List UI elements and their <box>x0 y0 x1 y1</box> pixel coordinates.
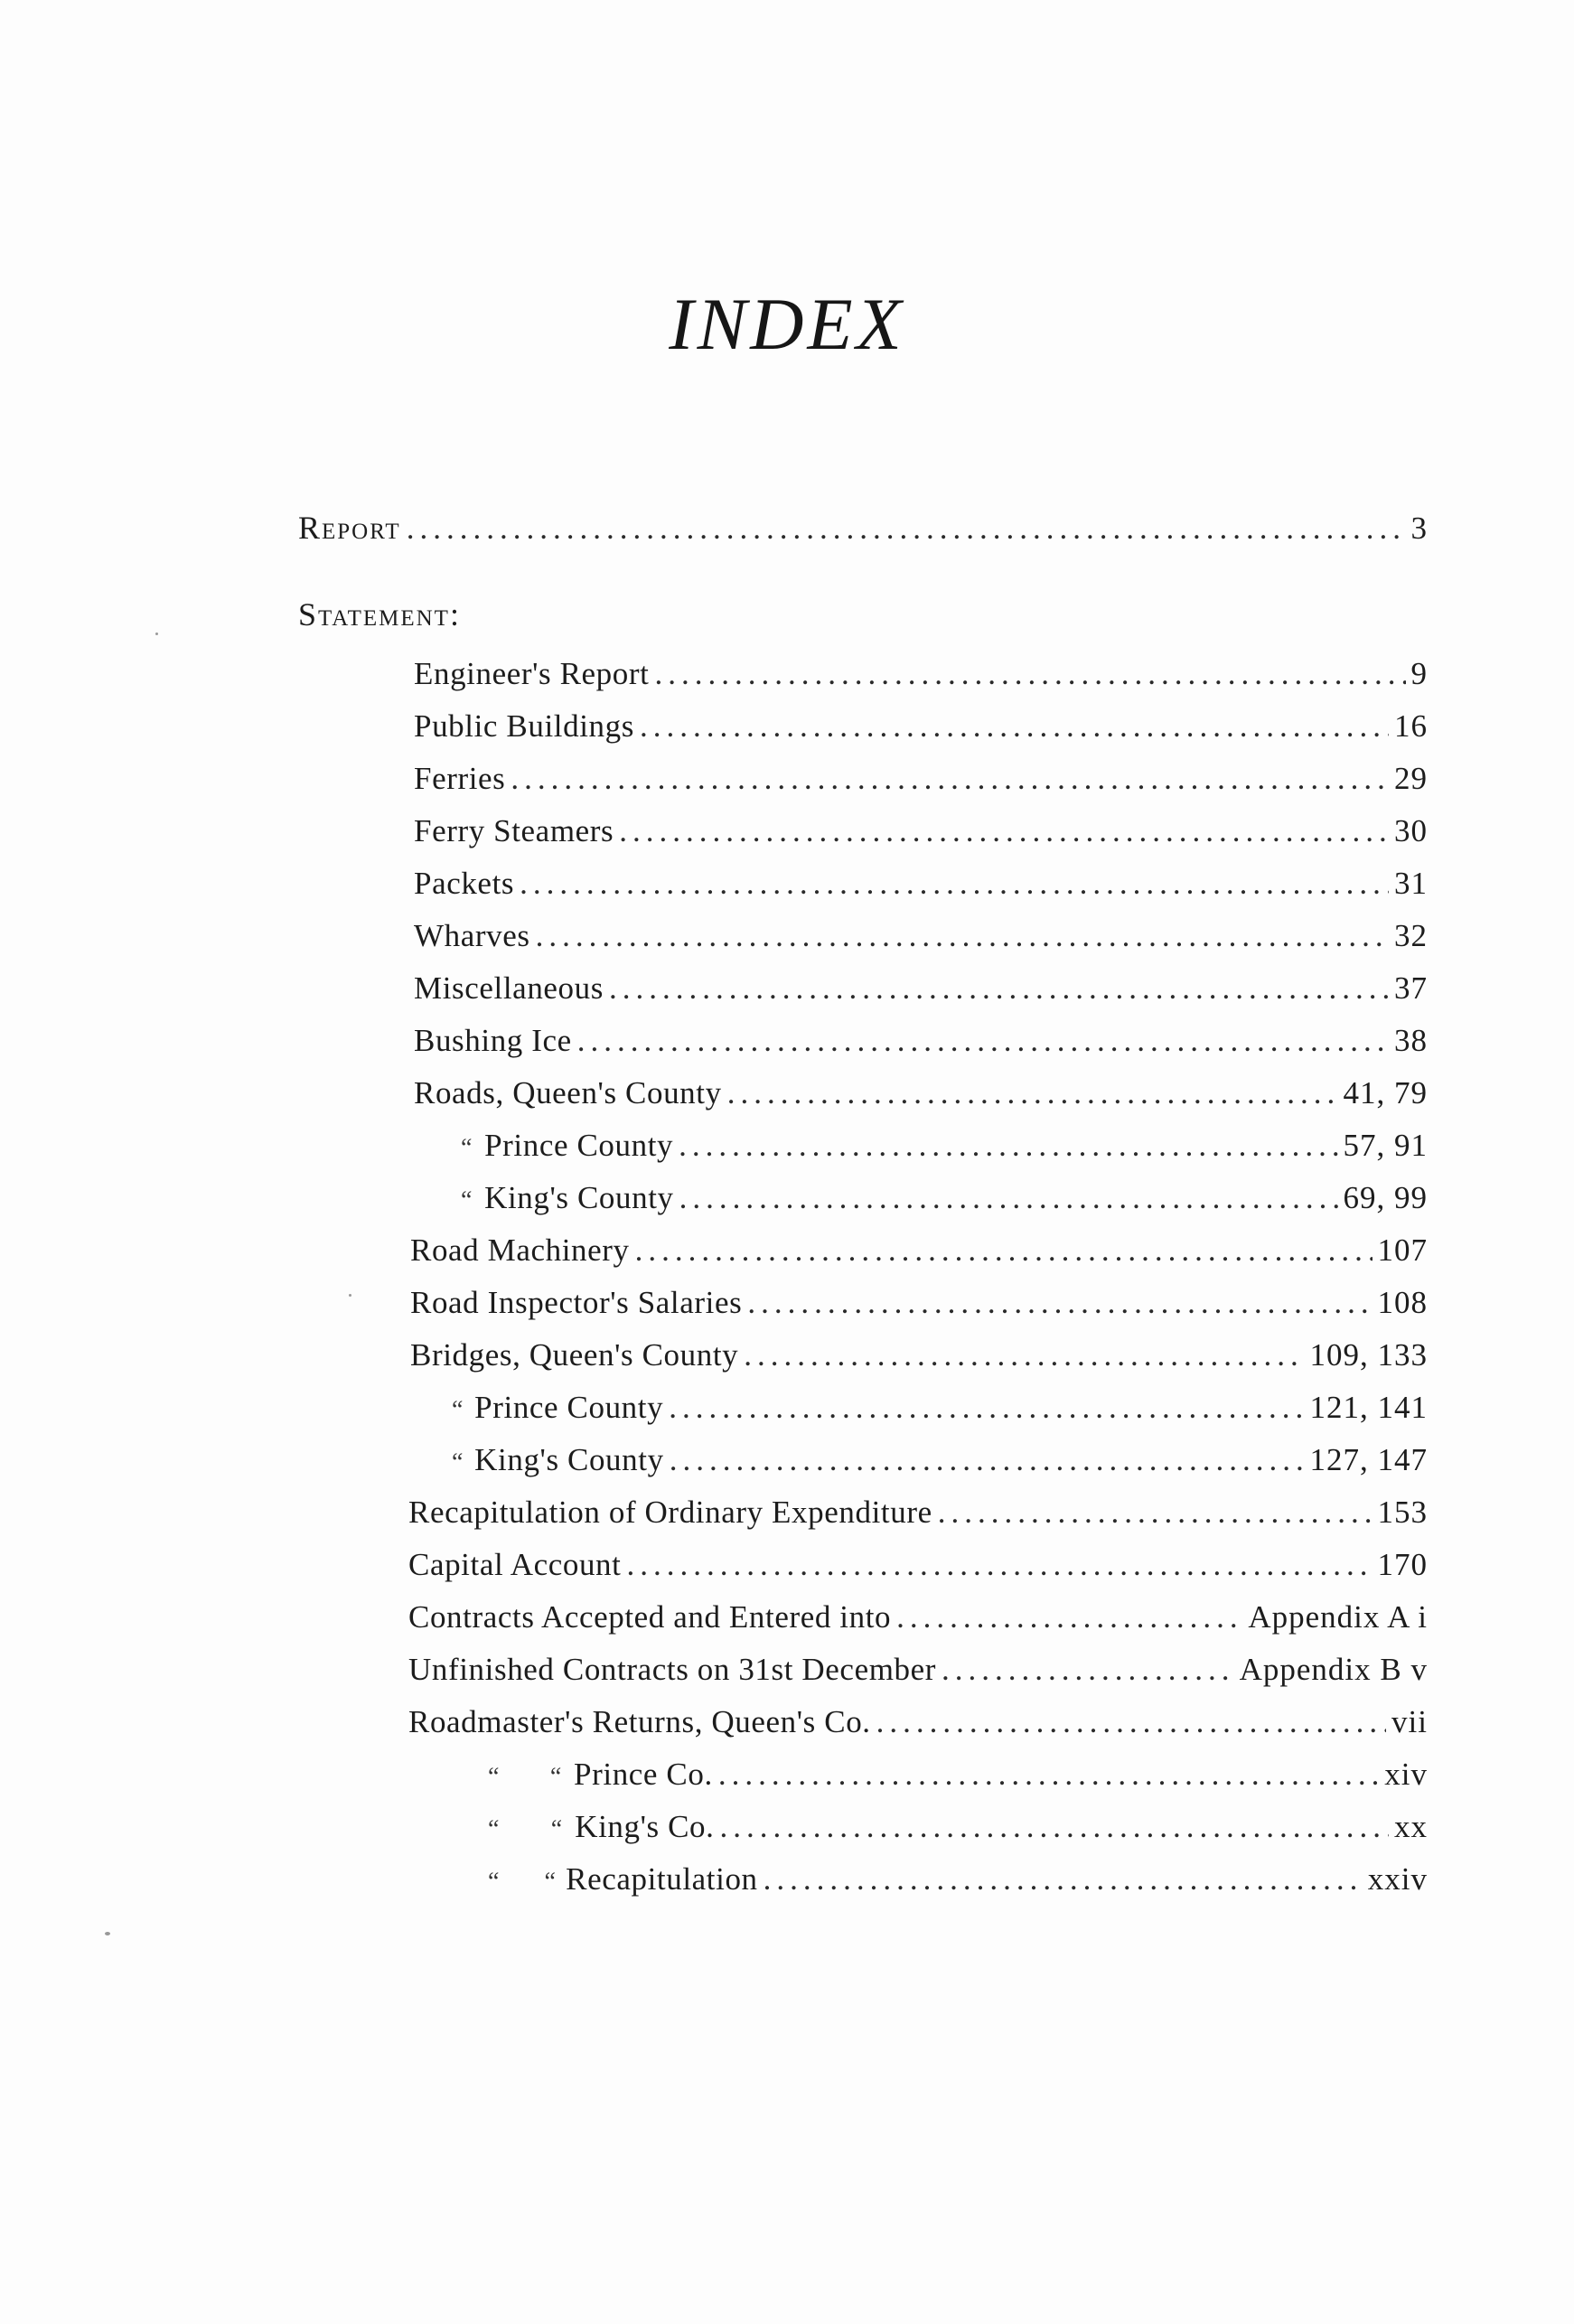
index-entry <box>414 969 1428 1008</box>
entry-page: 37 <box>1394 970 1428 1006</box>
entry-page: xxiv <box>1367 1861 1428 1897</box>
leader-dots <box>626 1545 1372 1585</box>
leader-dots <box>718 1755 1379 1795</box>
leader-dots <box>609 969 1389 1008</box>
leader-dots <box>635 1231 1373 1270</box>
leader-dots <box>727 1073 1338 1113</box>
ditto-mark: “ <box>461 1186 473 1214</box>
ditto-mark: “ <box>488 1868 501 1896</box>
entry-page: xiv <box>1384 1757 1428 1792</box>
entry-label: Recapitulation <box>566 1861 758 1897</box>
index-entry <box>414 1073 1428 1113</box>
entry-label: Contracts Accepted and Entered into <box>408 1599 892 1635</box>
entry-page: 16 <box>1394 708 1428 744</box>
leader-dots <box>511 759 1389 799</box>
index-entry <box>410 1231 1428 1270</box>
leader-dots <box>679 1178 1338 1218</box>
entry-label: Roadmaster's Returns, Queen's Co. <box>408 1704 871 1739</box>
ditto-mark: “ <box>452 1396 464 1424</box>
index-entry-report <box>298 508 1428 548</box>
index-entry <box>408 1650 1428 1690</box>
leader-dots <box>577 1021 1389 1061</box>
leader-dots <box>679 1126 1337 1166</box>
entry-page: 170 <box>1377 1547 1428 1582</box>
leader-dots <box>876 1702 1386 1742</box>
ditto-mark: “ <box>549 1763 562 1791</box>
leader-dots <box>640 707 1389 746</box>
entry-label: Report <box>298 510 401 546</box>
ditto-mark: “ <box>452 1448 464 1476</box>
index-entry <box>414 1021 1428 1061</box>
entry-page: 121, 141 <box>1309 1390 1428 1425</box>
entry-page: Appendix B v <box>1239 1652 1428 1687</box>
entry-page: 69, 99 <box>1343 1180 1428 1215</box>
entry-page: Appendix A i <box>1248 1599 1428 1635</box>
index-entry <box>414 916 1428 956</box>
ditto-mark: “ <box>488 1815 501 1843</box>
leader-dots <box>747 1283 1372 1323</box>
entry-label: Prince County <box>474 1390 664 1425</box>
entry-label: Roads, Queen's County <box>414 1075 722 1110</box>
leader-dots <box>654 654 1405 694</box>
entry-page: 29 <box>1394 761 1428 796</box>
entry-page: 32 <box>1394 918 1428 953</box>
entry-page: 3 <box>1410 511 1428 546</box>
entry-page: 108 <box>1377 1285 1428 1320</box>
entry-label: Ferry Steamers <box>414 813 614 848</box>
ditto-mark: “ <box>550 1815 563 1843</box>
entry-label: King's County <box>474 1442 664 1477</box>
ditto-mark: “ <box>488 1763 501 1791</box>
entry-label: Bushing Ice <box>414 1023 572 1058</box>
entry-page: 109, 133 <box>1309 1337 1428 1373</box>
index-entry <box>410 1283 1428 1323</box>
index-entry <box>461 1178 1428 1221</box>
index-entry <box>488 1860 1428 1902</box>
entry-label: Prince County <box>484 1128 674 1163</box>
entry-label: Public Buildings <box>414 708 634 744</box>
index-entry <box>414 707 1428 746</box>
leader-dots <box>619 811 1389 851</box>
index-entry <box>408 1702 1428 1742</box>
entry-page: 41, 79 <box>1343 1075 1428 1110</box>
ditto-mark: “ <box>461 1134 473 1162</box>
entry-label: Bridges, Queen's County <box>410 1337 739 1373</box>
statement-heading: Statement: <box>298 596 461 633</box>
paper-speck <box>349 1294 351 1297</box>
leader-dots <box>764 1860 1363 1899</box>
index-entry <box>452 1388 1428 1430</box>
paper-speck <box>155 633 158 635</box>
entry-page: 9 <box>1410 656 1428 691</box>
index-entry <box>452 1440 1428 1483</box>
entry-label: Engineer's Report <box>414 656 650 691</box>
ditto-mark: “ <box>544 1868 557 1896</box>
paper-speck <box>105 1932 110 1935</box>
leader-dots <box>896 1598 1242 1637</box>
index-entry <box>408 1493 1428 1532</box>
entry-label: Capital Account <box>408 1547 622 1582</box>
leader-dots <box>720 1807 1390 1847</box>
entry-page: 38 <box>1394 1023 1428 1058</box>
index-entry <box>414 811 1428 851</box>
entry-label: Ferries <box>414 761 506 796</box>
entry-page: 127, 147 <box>1309 1442 1428 1477</box>
index-entry <box>414 864 1428 904</box>
entry-page: 57, 91 <box>1343 1128 1428 1163</box>
index-entry <box>461 1126 1428 1168</box>
index-entry <box>488 1807 1428 1850</box>
leader-dots <box>942 1650 1234 1690</box>
index-entry <box>414 654 1428 694</box>
entry-label: Recapitulation of Ordinary Expenditure <box>408 1495 932 1530</box>
entry-page: 107 <box>1377 1232 1428 1268</box>
leader-dots <box>520 864 1389 904</box>
index-entry <box>410 1335 1428 1375</box>
leader-dots <box>938 1493 1373 1532</box>
entry-label: Road Inspector's Salaries <box>410 1285 743 1320</box>
entry-label: King's County <box>484 1180 674 1215</box>
entry-label: Packets <box>414 866 515 901</box>
leader-dots <box>744 1335 1304 1375</box>
entry-label: Unfinished Contracts on 31st December <box>408 1652 937 1687</box>
entry-page: xx <box>1394 1809 1428 1844</box>
entry-page: 31 <box>1394 866 1428 901</box>
entry-page: 153 <box>1377 1495 1428 1530</box>
leader-dots <box>536 916 1389 956</box>
leader-dots <box>669 1388 1304 1428</box>
index-entry <box>408 1545 1428 1585</box>
entry-page: 30 <box>1394 813 1428 848</box>
entry-label: Wharves <box>414 918 530 953</box>
entry-label: Miscellaneous <box>414 970 604 1006</box>
index-entry <box>408 1598 1428 1637</box>
entry-label: Road Machinery <box>410 1232 630 1268</box>
entry-label: King's Co. <box>575 1809 715 1844</box>
leader-dots <box>407 509 1406 548</box>
page-title: INDEX <box>669 283 905 365</box>
entry-label: Prince Co. <box>574 1757 713 1792</box>
leader-dots <box>670 1440 1305 1480</box>
entry-page: vii <box>1391 1704 1428 1739</box>
index-entry <box>488 1755 1428 1797</box>
index-entry <box>414 759 1428 799</box>
